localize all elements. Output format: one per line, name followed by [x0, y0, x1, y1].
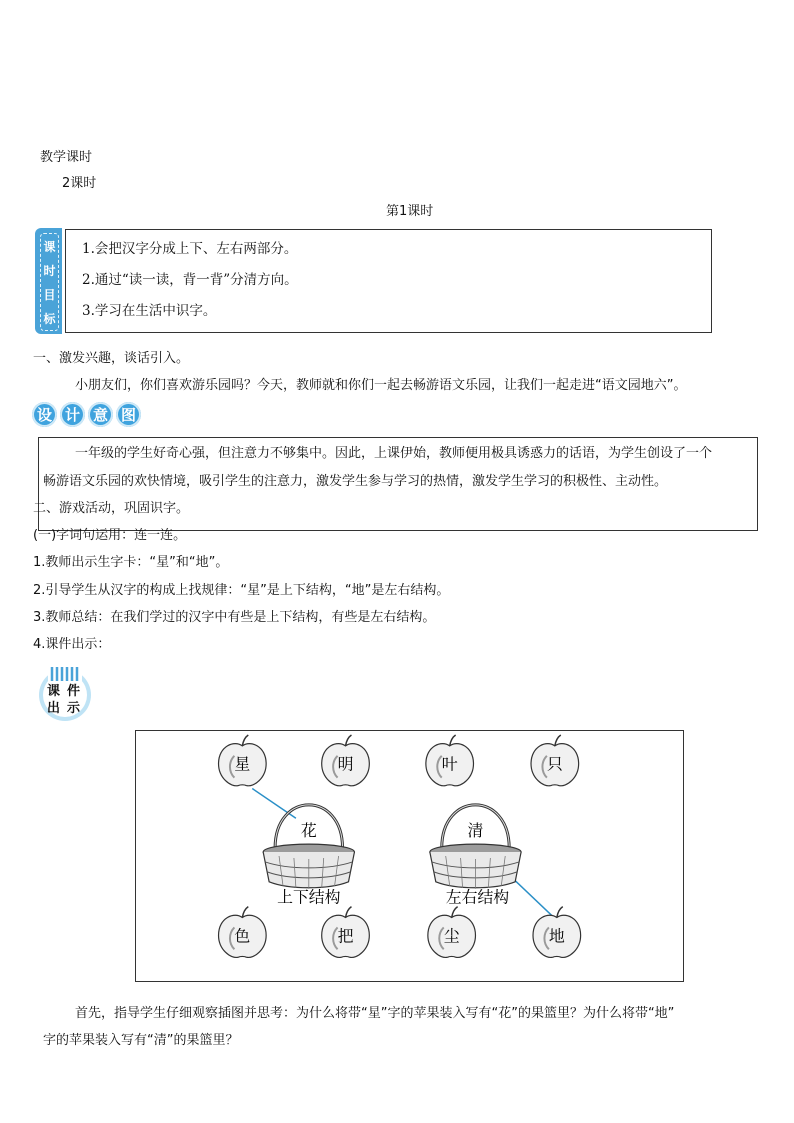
step-item: 3.教师总结：在我们学过的汉字中有些是上下结构，有些是左右结构。: [33, 610, 436, 625]
design-char: 设: [32, 402, 57, 427]
closing-line: 字的苹果装入写有“清”的果篮里？: [43, 1033, 239, 1048]
objectives-tab-char: 课: [43, 239, 56, 254]
apple-char: 色: [234, 926, 251, 946]
apple-char: 星: [234, 754, 251, 774]
lesson-hours: 2课时: [62, 176, 97, 191]
structure-label: 左右结构: [445, 887, 510, 907]
design-text-line: 畅游语文乐园的欢快情境，吸引学生的注意力，激发学生参与学习的热情，激发学生学习的积极性、主动性。: [43, 474, 668, 489]
basket: [430, 805, 521, 889]
design-char: 计: [60, 402, 85, 427]
objectives-box: [65, 229, 712, 333]
objective-item: 2.通过“读一读，背一背”分清方向。: [82, 272, 298, 288]
apple: [428, 907, 476, 958]
apple: [533, 907, 581, 958]
lesson-number: 第1课时: [386, 204, 434, 219]
connect-line: [512, 878, 552, 916]
apple-char: 叶: [441, 754, 458, 774]
matching-figure: [135, 730, 684, 982]
objectives-tab-char: 标: [43, 311, 56, 326]
courseware-char: 件: [67, 684, 81, 699]
courseware-char: 出: [47, 701, 61, 716]
part2-heading: 二、游戏活动，巩固识字。: [33, 501, 190, 516]
objectives-tab-char: 时: [43, 263, 56, 278]
closing-line: 首先，指导学生仔细观察插图并思考：为什么将带“星”字的苹果装入写有“花”的果篮里？为什么将带“地”: [75, 1006, 675, 1021]
part2-subheading: (一)字词句运用：连一连。: [33, 528, 187, 543]
section-title: 教学课时: [40, 150, 93, 165]
apple-char: 把: [337, 926, 354, 946]
courseware-char: 课: [47, 684, 61, 699]
step-item: 1.教师出示生字卡：“星”和“地”。: [33, 555, 229, 570]
step-item: 4.课件出示：: [33, 637, 111, 652]
design-char: 意: [88, 402, 113, 427]
apple: [531, 735, 579, 786]
apple-char: 地: [548, 926, 565, 946]
apple: [219, 907, 267, 958]
basket: [263, 805, 354, 889]
basket-char: 花: [300, 821, 317, 841]
apple-char: 只: [546, 754, 563, 774]
objective-item: 3.学习在生活中识字。: [82, 303, 217, 319]
design-char: 图: [116, 402, 141, 427]
basket-char: 清: [467, 821, 484, 841]
structure-label: 上下结构: [277, 887, 341, 907]
apple: [426, 735, 474, 786]
objectives-tab-char: 目: [43, 287, 56, 302]
courseware-char: 示: [67, 701, 81, 716]
apple: [322, 907, 370, 958]
apple: [219, 735, 267, 786]
apple-char: 尘: [443, 926, 460, 946]
apple-char: 明: [337, 754, 354, 774]
courseware-badge: [36, 664, 94, 722]
apple: [322, 735, 370, 786]
design-intent-banner: [32, 402, 144, 428]
step-item: 2.引导学生从汉字的构成上找规律：“星”是上下结构，“地”是左右结构。: [33, 583, 450, 598]
objective-item: 1.会把汉字分成上下、左右两部分。: [82, 241, 298, 257]
part1-heading: 一、激发兴趣，谈话引入。: [33, 351, 190, 366]
part1-paragraph: 小朋友们，你们喜欢游乐园吗？今天，教师就和你们一起去畅游语文乐园，让我们一起走进“语文园地六”。: [75, 378, 687, 393]
design-text-line: 一年级的学生好奇心强，但注意力不够集中。因此，上课伊始，教师便用极具诱惑力的话语，为学生创设了一个: [75, 446, 713, 461]
objectives-tab: [35, 228, 62, 334]
